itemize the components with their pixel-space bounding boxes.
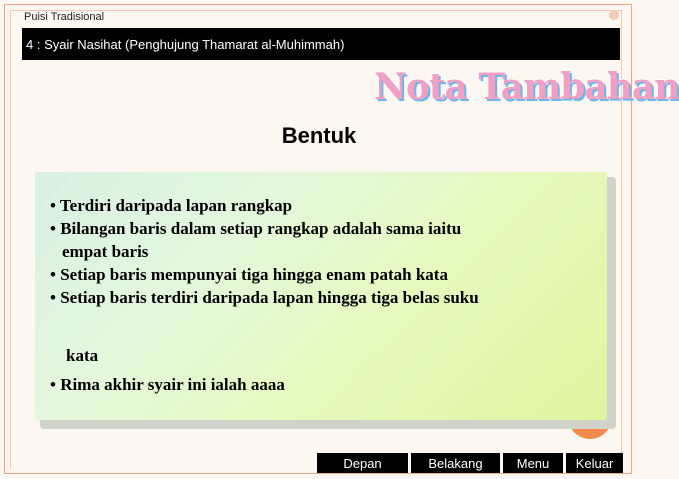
nota-tambahan-label: Nota Tambahan bbox=[374, 66, 679, 108]
title-bar bbox=[22, 28, 620, 60]
bullet-item: • Setiap baris terdiri daripada lapan hingga tiga belas suku bbox=[50, 288, 479, 307]
bullet-item: • Rima akhir syair ini ialah aaaa bbox=[50, 375, 285, 394]
bullet-list bbox=[50, 194, 610, 396]
bullet-continuation: kata bbox=[66, 346, 99, 365]
keluar-button[interactable]: Keluar bbox=[566, 453, 623, 473]
bullet-spacer bbox=[50, 309, 610, 344]
bullet-item: • Terdiri daripada lapan rangkap bbox=[50, 196, 293, 215]
decorative-dot bbox=[609, 10, 619, 20]
bullet-item: • Bilangan baris dalam setiap rangkap adalah sama iaitu bbox=[50, 219, 462, 238]
bullet-continuation: empat baris bbox=[62, 242, 149, 261]
depan-button[interactable]: Depan bbox=[317, 453, 408, 473]
nav-bar bbox=[317, 453, 623, 473]
belakang-button[interactable]: Belakang bbox=[411, 453, 500, 473]
bullet-item: • Setiap baris mempunyai tiga hingga enam patah kata bbox=[50, 265, 448, 284]
section-label: Puisi Tradisional bbox=[24, 11, 105, 23]
content-heading: Bentuk bbox=[281, 123, 357, 148]
menu-button[interactable]: Menu bbox=[503, 453, 563, 473]
slide-title: 4 : Syair Nasihat (Penghujung Thamarat al-Muhimmah) bbox=[26, 36, 345, 52]
